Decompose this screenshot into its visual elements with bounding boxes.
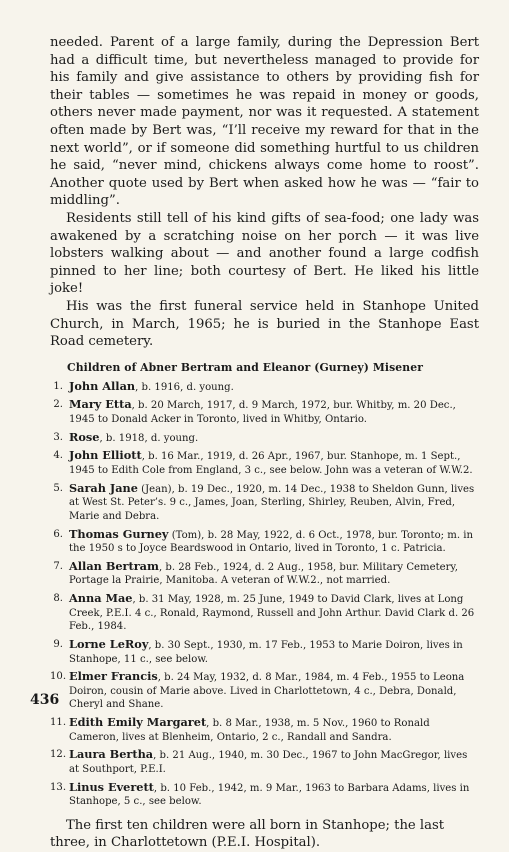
child-entry (50, 781, 479, 809)
child-entry (50, 716, 479, 744)
entry-number: 8. (53, 593, 63, 605)
child-entry (50, 380, 479, 395)
child-details: , b. 16 Mar., 1919, d. 26 Apr., 1967, bur. Stanhope, m. 1 Sept., 1945 to Edith Cole from England, 3 c., see below. John was a veteran of W.W.2. (69, 451, 473, 476)
entry-number: 3. (53, 431, 63, 443)
child-name: Thomas Gurney (69, 526, 169, 541)
body-paragraph: Residents still tell of his kind gifts of sea-food; one lady was awakened by a scratching noise on her porch — it was live lobsters walking about — and another found a large codfish pinned to her line; both courtesy of Bert. He liked his little joke! (50, 210, 479, 297)
child-entry (50, 482, 479, 524)
child-entry (50, 431, 479, 446)
closing-paragraph: The first ten children were all born in Stanhope; the last three, in Charlottetown (P.E.I. Hospital). (50, 817, 445, 851)
children-section-title: Children of Abner Bertram and Eleanor (Gurney) Misener (67, 360, 423, 374)
child-name: Laura Bertha (69, 747, 154, 762)
child-details: , b. 20 March, 1917, d. 9 March, 1972, bur. Whitby, m. 20 Dec., 1945 to Donald Acker in Toronto, lived in Whitby, Ontario. (69, 400, 456, 425)
entry-number: 12. (50, 749, 67, 761)
entry-number: 1. (53, 380, 63, 392)
child-entry (50, 449, 479, 477)
child-name: Allan Bertram (69, 558, 159, 573)
child-details: , b. 1918, d. young. (99, 432, 199, 444)
child-details: , b. 30 Sept., 1930, m. 17 Feb., 1953 to Marie Doiron, lives in Stanhope, 11 c., see below. (69, 639, 463, 665)
child-details: , b. 31 May, 1928, m. 25 June, 1949 to David Clark, lives at Long Creek, P.E.I. 4 c., Ronald, Raymond, Russell and John Arthur. David Clark d. 26 Feb., 1984. (69, 594, 475, 633)
child-name: Elmer Francis (69, 669, 158, 684)
entry-number: 4. (53, 450, 63, 462)
child-details: , b. 21 Aug., 1940, m. 30 Dec., 1967 to John MacGregor, lives at Southport, P.E.I. (69, 750, 468, 775)
child-name: Sarah Jane (69, 480, 138, 495)
entry-number: 9. (53, 638, 63, 650)
child-entry (50, 592, 479, 634)
entry-number: 10. (50, 671, 67, 683)
child-details: , b. 28 Feb., 1924, d. 2 Aug., 1958, bur. Military Cemetery, Portage la Prairie, Manitoba. A veteran of W.W.2., not married. (69, 561, 458, 587)
child-entry (50, 398, 479, 426)
child-entry (50, 670, 479, 712)
child-name: John Allan (69, 378, 136, 393)
child-name: John Elliott (69, 448, 142, 463)
entry-number: 11. (50, 717, 67, 729)
child-name: Linus Everett (69, 779, 154, 794)
body-paragraph: needed. Parent of a large family, during the Depression Bert had a difficult time, but nevertheless managed to provide for his family and give assistance to others by providing fish for their tables — sometimes he was repaid in money or goods, others never made payment, nor was it requested. A statement often made by Bert was, “I’ll receive my reward for that in the next world”, or if someone did something hurtful to us children he said, “never mind, chickens always come home to roost”. Another quote used by Bert when asked how he was — “fair to middling”. (50, 35, 479, 209)
entry-number: 5. (53, 482, 63, 494)
child-name: Mary Etta (69, 397, 132, 412)
child-entry (50, 748, 479, 776)
child-details: , b. 8 Mar., 1938, m. 5 Nov., 1960 to Ronald Cameron, lives at Blenheim, Ontario, 2 c., Randall and Sandra. (69, 718, 430, 743)
body-paragraph: His was the first funeral service held in Stanhope United Church, in March, 1965; he is buried in the Stanhope East Road cemetery. (50, 298, 479, 350)
child-details: (Jean), b. 19 Dec., 1920, m. 14 Dec., 1938 to Sheldon Gunn, lives at West St. Peter’s. 9 c., James, Joan, Sterling, Shirley, Reuben, Alvin, Fred, Marie and Debra. (69, 483, 475, 522)
entry-number: 6. (53, 528, 63, 540)
entry-number: 7. (53, 560, 63, 572)
entry-number: 13. (50, 781, 67, 793)
child-name: Lorne LeRoy (69, 636, 149, 651)
child-details: , b. 1916, d. young. (135, 381, 234, 393)
child-entry (50, 528, 479, 556)
child-details: , b. 24 May, 1932, d. 8 Mar., 1984, m. 4 Feb., 1955 to Leona Doiron, cousin of Marie above. Lived in Charlottetown, 4 c., Debra, Donald, Cheryl and Shane. (69, 672, 465, 711)
child-details: (Tom), b. 28 May, 1922, d. 6 Oct., 1978, bur. Toronto; m. in the 1950 s to Joyce Beardswood in Ontario, lived in Toronto, 1 c. Patricia. (69, 529, 473, 555)
child-name: Rose (69, 429, 100, 444)
child-name: Anna Mae (69, 591, 133, 606)
child-entry (50, 560, 479, 588)
page-number: 436 (30, 692, 60, 708)
child-entry (50, 638, 479, 666)
children-list (50, 380, 479, 809)
entry-number: 2. (53, 399, 63, 411)
child-details: , b. 10 Feb., 1942, m. 9 Mar., 1963 to Barbara Adams, lives in Stanhope, 5 c., see below. (69, 782, 470, 808)
child-name: Edith Emily Margaret (69, 715, 207, 730)
